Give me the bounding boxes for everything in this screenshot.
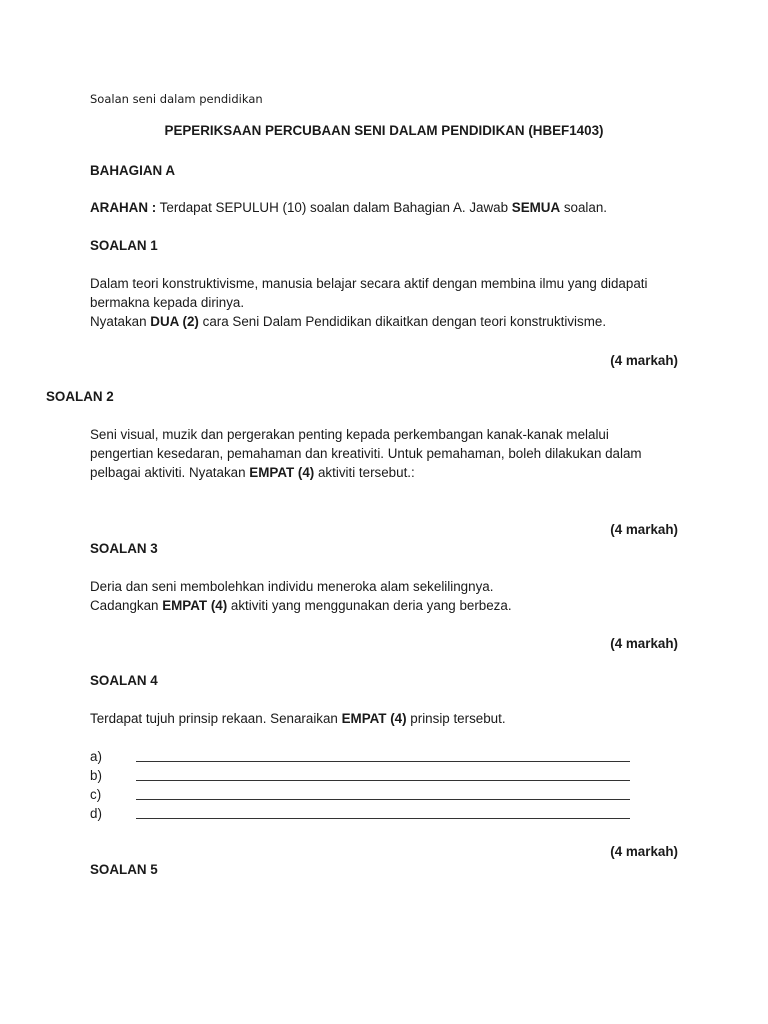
- question-4-line-1-pre: Terdapat tujuh prinsip rekaan. Senaraikan: [90, 711, 342, 726]
- question-4-line-1-emphasis: EMPAT (4): [341, 711, 407, 726]
- question-2-line-3-pre: pelbagai aktiviti. Nyatakan: [90, 465, 250, 480]
- question-4-line-1-post: prinsip tersebut.: [406, 711, 506, 726]
- question-2-line-3: [90, 463, 690, 482]
- header-label: Soalan seni dalam pendidikan: [90, 92, 263, 106]
- instructions-emphasis: SEMUA: [511, 200, 561, 215]
- question-3-line-1: Deria dan seni membolehkan individu meneroka alam sekelilingnya.: [90, 579, 494, 594]
- question-3-line-2-post: aktiviti yang menggunakan deria yang berbeza.: [227, 598, 512, 613]
- answer-row-c: [90, 785, 630, 804]
- question-1-marks: (4 markah): [610, 353, 678, 368]
- question-4-line-1: [90, 709, 690, 728]
- instructions: [90, 198, 607, 217]
- question-3-body: [90, 577, 690, 615]
- answer-row-d: [90, 804, 630, 823]
- answer-line-a[interactable]: [136, 761, 630, 762]
- question-1-line-3-emphasis: DUA (2): [150, 314, 199, 329]
- question-2-heading: SOALAN 2: [46, 389, 114, 404]
- question-1-heading: SOALAN 1: [90, 238, 158, 253]
- answer-line-c[interactable]: [136, 799, 630, 800]
- question-2-line-1: Seni visual, muzik dan pergerakan penting kepada perkembangan kanak-kanak melalui: [90, 427, 609, 442]
- question-2-line-3-post: aktiviti tersebut.:: [314, 465, 415, 480]
- answer-row-b: [90, 766, 630, 785]
- question-4-marks: (4 markah): [610, 844, 678, 859]
- question-1-line-3-post: cara Seni Dalam Pendidikan dikaitkan dengan teori konstruktivisme.: [198, 314, 607, 329]
- question-3-heading: SOALAN 3: [90, 541, 158, 556]
- question-3-line-2: [90, 596, 690, 615]
- instructions-text-2: soalan.: [560, 200, 608, 215]
- question-4-body: [90, 709, 690, 728]
- question-4-heading: SOALAN 4: [90, 673, 158, 688]
- answer-letter-d: d): [90, 806, 102, 821]
- answer-row-a: [90, 747, 630, 766]
- answer-line-b[interactable]: [136, 780, 630, 781]
- answer-letter-c: c): [90, 787, 102, 802]
- question-1-line-1: Dalam teori konstruktivisme, manusia belajar secara aktif dengan membina ilmu yang didapati: [90, 276, 648, 291]
- question-1-line-3: [90, 312, 690, 331]
- question-5-heading: SOALAN 5: [90, 862, 158, 877]
- answer-letter-a: a): [90, 749, 102, 764]
- answer-line-d[interactable]: [136, 818, 630, 819]
- answer-letter-b: b): [90, 768, 102, 783]
- exam-title: PEPERIKSAAN PERCUBAAN SENI DALAM PENDIDIKAN (HBEF1403): [164, 123, 604, 138]
- section-title: BAHAGIAN A: [90, 163, 176, 178]
- question-2-marks: (4 markah): [610, 522, 678, 537]
- question-1-line-3-pre: Nyatakan: [90, 314, 151, 329]
- instructions-label: ARAHAN :: [90, 200, 157, 215]
- question-1-line-2: bermakna kepada dirinya.: [90, 295, 245, 310]
- question-2-body: [90, 425, 690, 482]
- question-3-line-2-pre: Cadangkan: [90, 598, 163, 613]
- question-3-line-2-emphasis: EMPAT (4): [162, 598, 228, 613]
- question-2-line-2: pengertian kesedaran, pemahaman dan kreativiti. Untuk pemahaman, boleh dilakukan dalam: [90, 446, 642, 461]
- question-1-body: [90, 274, 690, 331]
- instructions-text-1: Terdapat SEPULUH (10) soalan dalam Bahagian A. Jawab: [156, 200, 512, 215]
- question-2-line-3-emphasis: EMPAT (4): [249, 465, 315, 480]
- question-3-marks: (4 markah): [610, 636, 678, 651]
